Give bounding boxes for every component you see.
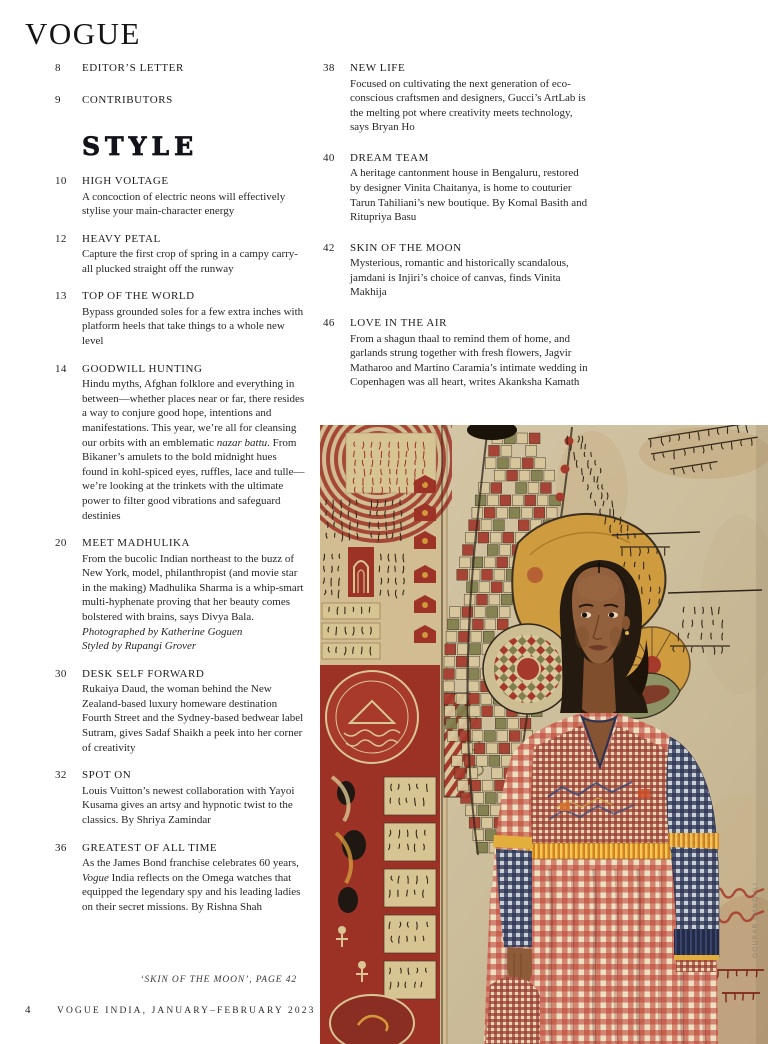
- woman-dress: [484, 713, 719, 1044]
- toc-entry-description: Bypass grounded soles for a few extra inches with platform heels that take things to a whole new level: [82, 305, 304, 348]
- toc-entry-title: LOVE IN THE AIR: [350, 317, 447, 330]
- toc-entry-title: CONTRIBUTORS: [82, 93, 173, 106]
- earring: [625, 631, 629, 635]
- toc-entry: [323, 317, 589, 390]
- toc-entry-title: DREAM TEAM: [350, 151, 429, 164]
- toc-entry-title: HEAVY PETAL: [82, 232, 161, 245]
- toc-entry: [323, 242, 589, 300]
- toc-entry-description: A concoction of electric neons will effectively stylise your main-character energy: [82, 190, 286, 218]
- toc-entry-description: From the bucolic Indian northeast to the buzz of New York, model, philanthropist (and movie star in the making) Madhulika Sharma is a whip-smart multi-hyphenate proving that her beauty comes bolstered with brains, says Divya Bala.: [82, 552, 304, 623]
- toc-entry: [323, 152, 589, 225]
- sleeve-pleat-cuff: [674, 929, 719, 955]
- style-section-heading: STYLE: [82, 132, 199, 161]
- toc-entry: [55, 62, 305, 77]
- toc-left-column: [55, 62, 305, 928]
- dress-waist-fringe: [526, 843, 678, 859]
- toc-right-column: [323, 62, 589, 407]
- toc-entry-title: GREATEST OF ALL TIME: [82, 841, 218, 854]
- toc-entry-description: A heritage cantonment house in Bengaluru, restored by designer Vinita Chaitanya, is home to couturier Tarun Tahiliani’s new boutique. By Komal Basith and Ritupriya Basu: [350, 167, 588, 224]
- toc-entry-page-number: 13: [55, 290, 67, 303]
- toc-entry-page-number: 14: [55, 362, 67, 375]
- toc-entry: [323, 62, 589, 135]
- issue-line: VOGUE INDIA, JANUARY–FEBRUARY 2023: [57, 1006, 316, 1016]
- toc-style-section-left: [55, 175, 305, 914]
- toc-entry-title: MEET MADHULIKA: [82, 537, 191, 550]
- toc-entry: [55, 175, 305, 219]
- toc-front-section: [55, 62, 305, 108]
- toc-entry: [55, 94, 305, 109]
- toc-entry-description: From a shagun thaal to remind them of home, and garlands strung together with fresh flowers, Jagvir Matharoo and Martino Caramia’s intimate wedding in Copenhagen was all heart, writes Akanksha Kamath: [350, 332, 588, 389]
- toc-entry-page-number: 9: [55, 93, 61, 106]
- toc-style-section-right: [323, 62, 589, 390]
- toc-entry-page-number: 32: [55, 769, 67, 782]
- toc-entry-title: HIGH VOLTAGE: [82, 175, 169, 187]
- toc-entry-description: As the James Bond franchise celebrates 60 years, Vogue India reflects on the Omega watches that equipped the legendary spy and his leading ladies on their secret missions. By Rishna Shah: [82, 857, 301, 913]
- toc-entry: [55, 233, 305, 277]
- photo-skin-of-the-moon: [320, 425, 768, 1044]
- toc-entry-title: TOP OF THE WORLD: [82, 290, 195, 303]
- folio-page-number: 4: [25, 1004, 31, 1016]
- toc-entry-description: Rukaiya Daud, the woman behind the New Zealand-based luxury homeware destination Fourth Street and the Sydney-based bedwear label Sutram, gives Sadaf Shaikh a peek into her corner of creativity: [82, 683, 304, 754]
- page-footer: [25, 1004, 315, 1016]
- wall-painting-mandala: [483, 624, 573, 714]
- toc-entry-title: GOODWILL HUNTING: [82, 362, 203, 375]
- toc-entry: [55, 842, 305, 915]
- toc-entry-description: Capture the first crop of spring in a campy carry-all plucked straight off the runway: [82, 248, 298, 275]
- toc-entry-page-number: 40: [323, 151, 335, 164]
- toc-entry: [55, 668, 305, 755]
- toc-entry-page-number: 10: [55, 175, 67, 187]
- toc-entry-title: EDITOR’S LETTER: [82, 62, 184, 74]
- toc-entry-page-number: 46: [323, 317, 335, 330]
- toc-entry-title: DESK SELF FORWARD: [82, 667, 205, 680]
- toc-entry-description: Hindu myths, Afghan folklore and everything in between—whether places near or far, there resides a way to conjure good hope, intentions and manifestations. This year, we’re all for cleansing our orbits with an emblematic nazar battu. From Bikaner’s amulets to the bold midnight hues found in kohl-spiced eyes, ruffles, lace and tulle—we’re looking at the trinkets with the ultimate power to filter good vibrations and safeguard destinies: [82, 378, 305, 522]
- toc-entry-page-number: 42: [323, 241, 335, 254]
- toc-entry-page-number: 36: [55, 841, 67, 854]
- toc-entry-page-number: 8: [55, 62, 61, 74]
- toc-entry-description: Louis Vuitton’s newest collaboration with Yayoi Kusama gives an artsy and hypnotic twist to the classics. By Shriya Zamindar: [82, 784, 295, 826]
- vogue-masthead: VOGUE: [25, 16, 141, 51]
- photo-credit: GOURAB GANGULI: [752, 881, 759, 959]
- toc-entry: [55, 769, 305, 827]
- toc-entry-page-number: 38: [323, 62, 335, 74]
- toc-entry-title: NEW LIFE: [350, 62, 406, 74]
- toc-entry-title: SPOT ON: [82, 769, 132, 782]
- toc-entry-description: Mysterious, romantic and historically scandalous, jamdani is Injiri’s choice of canvas, finds Vinita Makhija: [350, 257, 569, 299]
- toc-entry-description: Focused on cultivating the next generation of eco-conscious craftsmen and designers, Gucci’s ArtLab is the melting pot where creativity meets technology, says Bryan Ho: [350, 77, 586, 134]
- toc-entry: [55, 363, 305, 523]
- toc-entry: [55, 537, 305, 654]
- toc-entry-credits: Photographed by Katherine Goguen Styled by Rupangi Grover: [82, 625, 243, 653]
- photo-caption: ‘SKIN OF THE MOON’, PAGE 42: [140, 975, 297, 985]
- woman-neck: [582, 657, 616, 715]
- toc-entry-page-number: 12: [55, 232, 67, 245]
- toc-entry-title: SKIN OF THE MOON: [350, 241, 462, 254]
- toc-entry: [55, 290, 305, 348]
- toc-entry-page-number: 20: [55, 537, 67, 550]
- toc-entry-page-number: 30: [55, 667, 67, 680]
